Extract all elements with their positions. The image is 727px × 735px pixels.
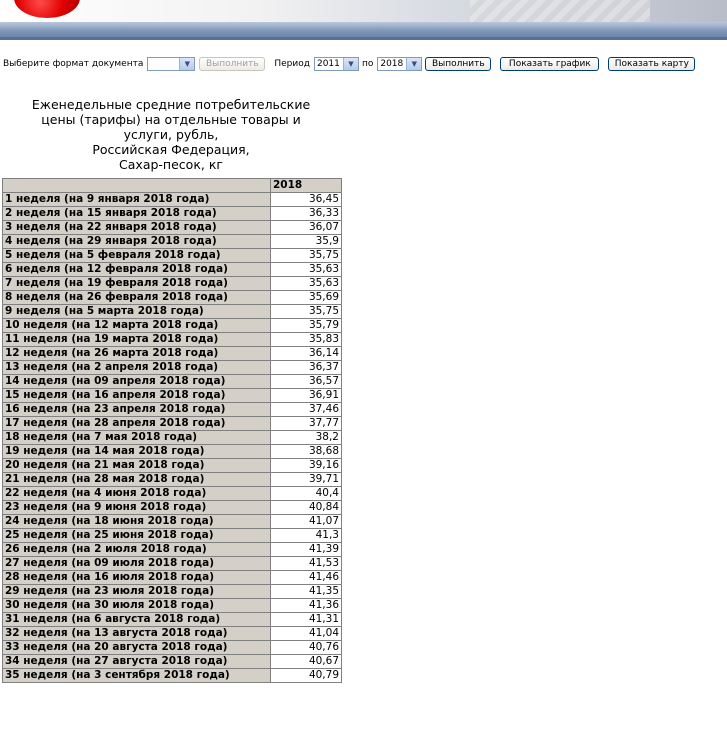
week-label: 29 неделя (на 23 июля 2018 года) bbox=[3, 585, 271, 599]
table-row bbox=[3, 403, 342, 417]
table-row bbox=[3, 431, 342, 445]
price-value: 37,77 bbox=[271, 417, 342, 431]
chevron-down-icon[interactable]: ▼ bbox=[179, 58, 194, 70]
period-to-label: по bbox=[361, 59, 374, 69]
price-value: 41,35 bbox=[271, 585, 342, 599]
price-value: 40,76 bbox=[271, 641, 342, 655]
price-value: 41,31 bbox=[271, 613, 342, 627]
price-value: 36,33 bbox=[271, 207, 342, 221]
table-row bbox=[3, 235, 342, 249]
price-value: 41,46 bbox=[271, 571, 342, 585]
title-line: Российская Федерация, bbox=[92, 142, 250, 157]
week-label: 31 неделя (на 6 августа 2018 года) bbox=[3, 613, 271, 627]
table-row bbox=[3, 627, 342, 641]
price-value: 41,36 bbox=[271, 599, 342, 613]
price-value: 35,75 bbox=[271, 305, 342, 319]
chevron-down-icon[interactable]: ▼ bbox=[343, 58, 358, 70]
header-banner bbox=[0, 0, 727, 40]
table-row bbox=[3, 557, 342, 571]
price-value: 36,45 bbox=[271, 193, 342, 207]
price-value: 36,37 bbox=[271, 361, 342, 375]
week-label: 14 неделя (на 09 апреля 2018 года) bbox=[3, 375, 271, 389]
table-row bbox=[3, 543, 342, 557]
table-row bbox=[3, 613, 342, 627]
table-row bbox=[3, 669, 342, 683]
table-row bbox=[3, 193, 342, 207]
week-label: 2 неделя (на 15 января 2018 года) bbox=[3, 207, 271, 221]
table-row bbox=[3, 249, 342, 263]
page-title bbox=[4, 97, 338, 172]
period-from-value: 2011 bbox=[316, 59, 340, 69]
format-select[interactable] bbox=[147, 57, 195, 71]
table-row bbox=[3, 207, 342, 221]
price-value: 35,63 bbox=[271, 263, 342, 277]
week-label: 23 неделя (на 9 июня 2018 года) bbox=[3, 501, 271, 515]
week-label: 33 неделя (на 20 августа 2018 года) bbox=[3, 641, 271, 655]
table-row bbox=[3, 487, 342, 501]
table-row bbox=[3, 445, 342, 459]
week-label: 18 неделя (на 7 мая 2018 года) bbox=[3, 431, 271, 445]
table-row bbox=[3, 375, 342, 389]
week-label: 32 неделя (на 13 августа 2018 года) bbox=[3, 627, 271, 641]
price-value: 35,9 bbox=[271, 235, 342, 249]
price-value: 41,04 bbox=[271, 627, 342, 641]
price-value: 41,53 bbox=[271, 557, 342, 571]
week-label: 25 неделя (на 25 июня 2018 года) bbox=[3, 529, 271, 543]
price-value: 39,71 bbox=[271, 473, 342, 487]
period-from-select[interactable] bbox=[314, 57, 359, 71]
price-value: 41,39 bbox=[271, 543, 342, 557]
week-label: 35 неделя (на 3 сентября 2018 года) bbox=[3, 669, 271, 683]
execute-period-button[interactable]: Выполнить bbox=[425, 57, 491, 71]
price-value: 36,07 bbox=[271, 221, 342, 235]
table-row bbox=[3, 305, 342, 319]
week-label: 21 неделя (на 28 мая 2018 года) bbox=[3, 473, 271, 487]
week-label: 12 неделя (на 26 марта 2018 года) bbox=[3, 347, 271, 361]
format-label: Выберите формат документа bbox=[3, 59, 144, 69]
banner-decoration bbox=[470, 0, 650, 22]
execute-format-button[interactable]: Выполнить bbox=[199, 57, 265, 71]
week-label: 5 неделя (на 5 февраля 2018 года) bbox=[3, 249, 271, 263]
title-line: Еженедельные средние потребительские bbox=[31, 97, 311, 112]
price-value: 40,4 bbox=[271, 487, 342, 501]
chevron-down-icon[interactable]: ▼ bbox=[406, 58, 421, 70]
week-label: 27 неделя (на 09 июля 2018 года) bbox=[3, 557, 271, 571]
price-value: 36,57 bbox=[271, 375, 342, 389]
week-label: 17 неделя (на 28 апреля 2018 года) bbox=[3, 417, 271, 431]
price-value: 37,46 bbox=[271, 403, 342, 417]
week-label: 4 неделя (на 29 января 2018 года) bbox=[3, 235, 271, 249]
show-map-button[interactable]: Показать карту bbox=[608, 57, 695, 71]
table-row bbox=[3, 319, 342, 333]
table-row bbox=[3, 333, 342, 347]
table-row bbox=[3, 291, 342, 305]
toolbar bbox=[3, 56, 723, 72]
week-label: 11 неделя (на 19 марта 2018 года) bbox=[3, 333, 271, 347]
week-label: 7 неделя (на 19 февраля 2018 года) bbox=[3, 277, 271, 291]
table-row bbox=[3, 361, 342, 375]
title-line: услуги, рубль, bbox=[123, 127, 219, 142]
year-header: 2018 bbox=[271, 179, 342, 193]
table-row bbox=[3, 417, 342, 431]
price-value: 40,84 bbox=[271, 501, 342, 515]
week-label: 34 неделя (на 27 августа 2018 года) bbox=[3, 655, 271, 669]
period-to-select[interactable] bbox=[377, 57, 422, 71]
period-label: Период bbox=[274, 59, 310, 69]
week-label: 28 неделя (на 16 июля 2018 года) bbox=[3, 571, 271, 585]
week-label: 20 неделя (на 21 мая 2018 года) bbox=[3, 459, 271, 473]
table-row bbox=[3, 263, 342, 277]
banner-strip-edge bbox=[0, 37, 727, 40]
price-value: 35,83 bbox=[271, 333, 342, 347]
week-label: 6 неделя (на 12 февраля 2018 года) bbox=[3, 263, 271, 277]
week-label: 3 неделя (на 22 января 2018 года) bbox=[3, 221, 271, 235]
table-row bbox=[3, 655, 342, 669]
period-to-value: 2018 bbox=[380, 59, 404, 69]
table-row bbox=[3, 571, 342, 585]
price-value: 36,14 bbox=[271, 347, 342, 361]
price-value: 41,3 bbox=[271, 529, 342, 543]
table-row bbox=[3, 389, 342, 403]
price-value: 38,68 bbox=[271, 445, 342, 459]
title-line: цены (тарифы) на отдельные товары и bbox=[41, 112, 301, 127]
table-row bbox=[3, 277, 342, 291]
week-label: 8 неделя (на 26 февраля 2018 года) bbox=[3, 291, 271, 305]
table-row bbox=[3, 221, 342, 235]
week-label: 24 неделя (на 18 июня 2018 года) bbox=[3, 515, 271, 529]
show-chart-button[interactable]: Показать график bbox=[500, 57, 599, 71]
site-logo bbox=[14, 0, 80, 18]
table-row bbox=[3, 473, 342, 487]
title-line: Сахар-песок, кг bbox=[119, 157, 223, 172]
table-row bbox=[3, 347, 342, 361]
week-label: 19 неделя (на 14 мая 2018 года) bbox=[3, 445, 271, 459]
week-label: 1 неделя (на 9 января 2018 года) bbox=[3, 193, 271, 207]
week-label: 10 неделя (на 12 марта 2018 года) bbox=[3, 319, 271, 333]
price-value: 40,79 bbox=[271, 669, 342, 683]
price-value: 39,16 bbox=[271, 459, 342, 473]
week-label: 9 неделя (на 5 марта 2018 года) bbox=[3, 305, 271, 319]
table-row bbox=[3, 585, 342, 599]
table-row bbox=[3, 459, 342, 473]
table-header-row bbox=[3, 179, 342, 193]
price-value: 35,79 bbox=[271, 319, 342, 333]
week-label: 30 неделя (на 30 июля 2018 года) bbox=[3, 599, 271, 613]
price-value: 35,63 bbox=[271, 277, 342, 291]
table-row bbox=[3, 529, 342, 543]
week-label: 22 неделя (на 4 июня 2018 года) bbox=[3, 487, 271, 501]
table-row bbox=[3, 501, 342, 515]
week-label: 26 неделя (на 2 июля 2018 года) bbox=[3, 543, 271, 557]
price-value: 35,75 bbox=[271, 249, 342, 263]
banner-strip bbox=[0, 22, 727, 38]
price-value: 41,07 bbox=[271, 515, 342, 529]
prices-table bbox=[2, 178, 342, 683]
table-row bbox=[3, 641, 342, 655]
price-value: 36,91 bbox=[271, 389, 342, 403]
price-value: 38,2 bbox=[271, 431, 342, 445]
table-row bbox=[3, 515, 342, 529]
price-value: 35,69 bbox=[271, 291, 342, 305]
week-label: 13 неделя (на 2 апреля 2018 года) bbox=[3, 361, 271, 375]
table-row bbox=[3, 599, 342, 613]
week-label: 16 неделя (на 23 апреля 2018 года) bbox=[3, 403, 271, 417]
week-label: 15 неделя (на 16 апреля 2018 года) bbox=[3, 389, 271, 403]
price-value: 40,67 bbox=[271, 655, 342, 669]
header-empty-cell bbox=[3, 179, 271, 193]
